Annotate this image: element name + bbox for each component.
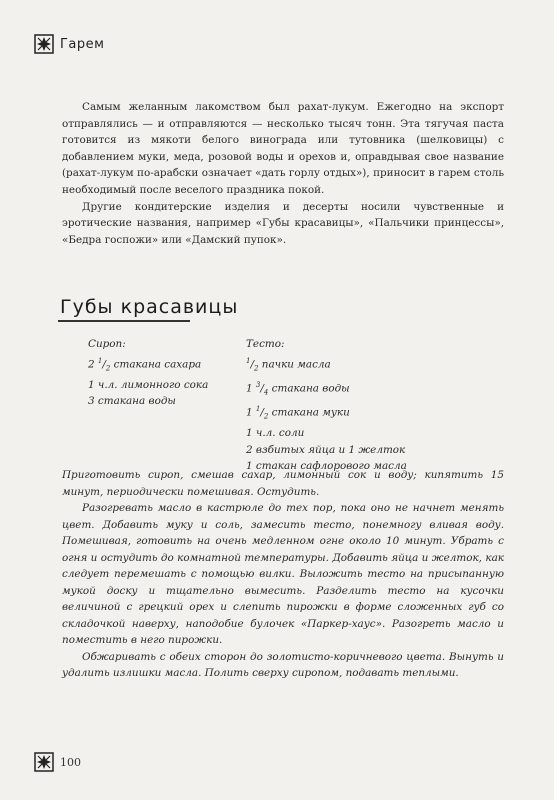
dough-ingredients [246, 336, 486, 475]
ornament-square-icon [34, 752, 54, 772]
ingredient-line: 1 ч.л. соли [246, 427, 305, 440]
ingredient-line: 2 $^1/_2$ стакана сахара [88, 356, 202, 373]
recipe-method [62, 467, 504, 682]
page-number: 100 [60, 755, 81, 769]
ingredient-line: 1 $^1/_2$ стакана муки [246, 404, 350, 421]
method-paragraph: Обжаривать с обеих сторон до золотисто-коричневого цвета. Вынуть и удалить излишки масла. Полить сверху сиропом, подавать теплыми. [62, 650, 504, 679]
method-paragraph: Приготовить сироп, смешав сахар, лимонный сок и воду; кипятить 15 минут, периодически помешивая. Остудить. [62, 469, 504, 498]
syrup-heading: Сироп: [88, 338, 126, 350]
method-paragraph: Разогревать масло в кастрюле до тех пор, пока оно не начнет менять цвет. Добавить муку и соль, замесить тесто, понемногу вливая воду. Помешивая, готовить на очень медленном огне около 10 минут. Убрать с огня и остудить до комнатной температуры. Добавить яйца и желток, как следует перемешать с помощью вилки. Выложить тесто на присыпанную мукой доску и тщательно вымесить. Разделить тесто на кусочки величиной с грецкий орех и слепить пирожки в форме сложенных губ со складочкой наверху, наподобие булочек «Паркер-хаус». Разогреть масло и поместить в него пирожки. [62, 502, 504, 646]
paragraph: Самым желанным лакомством был рахат-лукум. Ежегодно на экспорт отправлялись — и отправляются — несколько тысяч тонн. Эта тягучая паста готовится из мякоти белого винограда или тутовника (шелковицы) с добавлением муки, меда, розовой воды и орехов и, оправдывая свое название (рахат-лукум по-арабски означает «дать горлу отдых»), приносит в гарем столь необходимый после веселого праздника покой. [62, 101, 504, 196]
ingredient-line: 3 стакана воды [88, 395, 176, 408]
ingredient-line: 1 стакан сафлорового масла [246, 460, 407, 473]
dough-heading: Тесто: [246, 338, 285, 350]
ingredient-line: $^1/_2$ пачки масла [246, 356, 331, 373]
syrup-ingredients [88, 336, 248, 410]
running-header [34, 34, 104, 54]
page-footer [34, 752, 81, 772]
ingredient-line: 1 ч.л. лимонного сока [88, 378, 209, 391]
section-title: Гарем [60, 36, 105, 52]
ingredient-line: 1 $^3/_4$ стакана воды [246, 380, 350, 397]
paragraph: Другие кондитерские изделия и десерты носили чувственные и эротические названия, например «Губы красавицы», «Пальчики принцессы», «Бедра госпожи» или «Дамский пупок». [62, 200, 504, 246]
recipe-title: Губы красавицы [60, 296, 239, 318]
body-text [62, 99, 504, 248]
ornament-square-icon [34, 34, 54, 54]
recipe-title-underline [58, 320, 190, 322]
ingredient-line: 2 взбитых яйца и 1 желток [246, 443, 406, 456]
